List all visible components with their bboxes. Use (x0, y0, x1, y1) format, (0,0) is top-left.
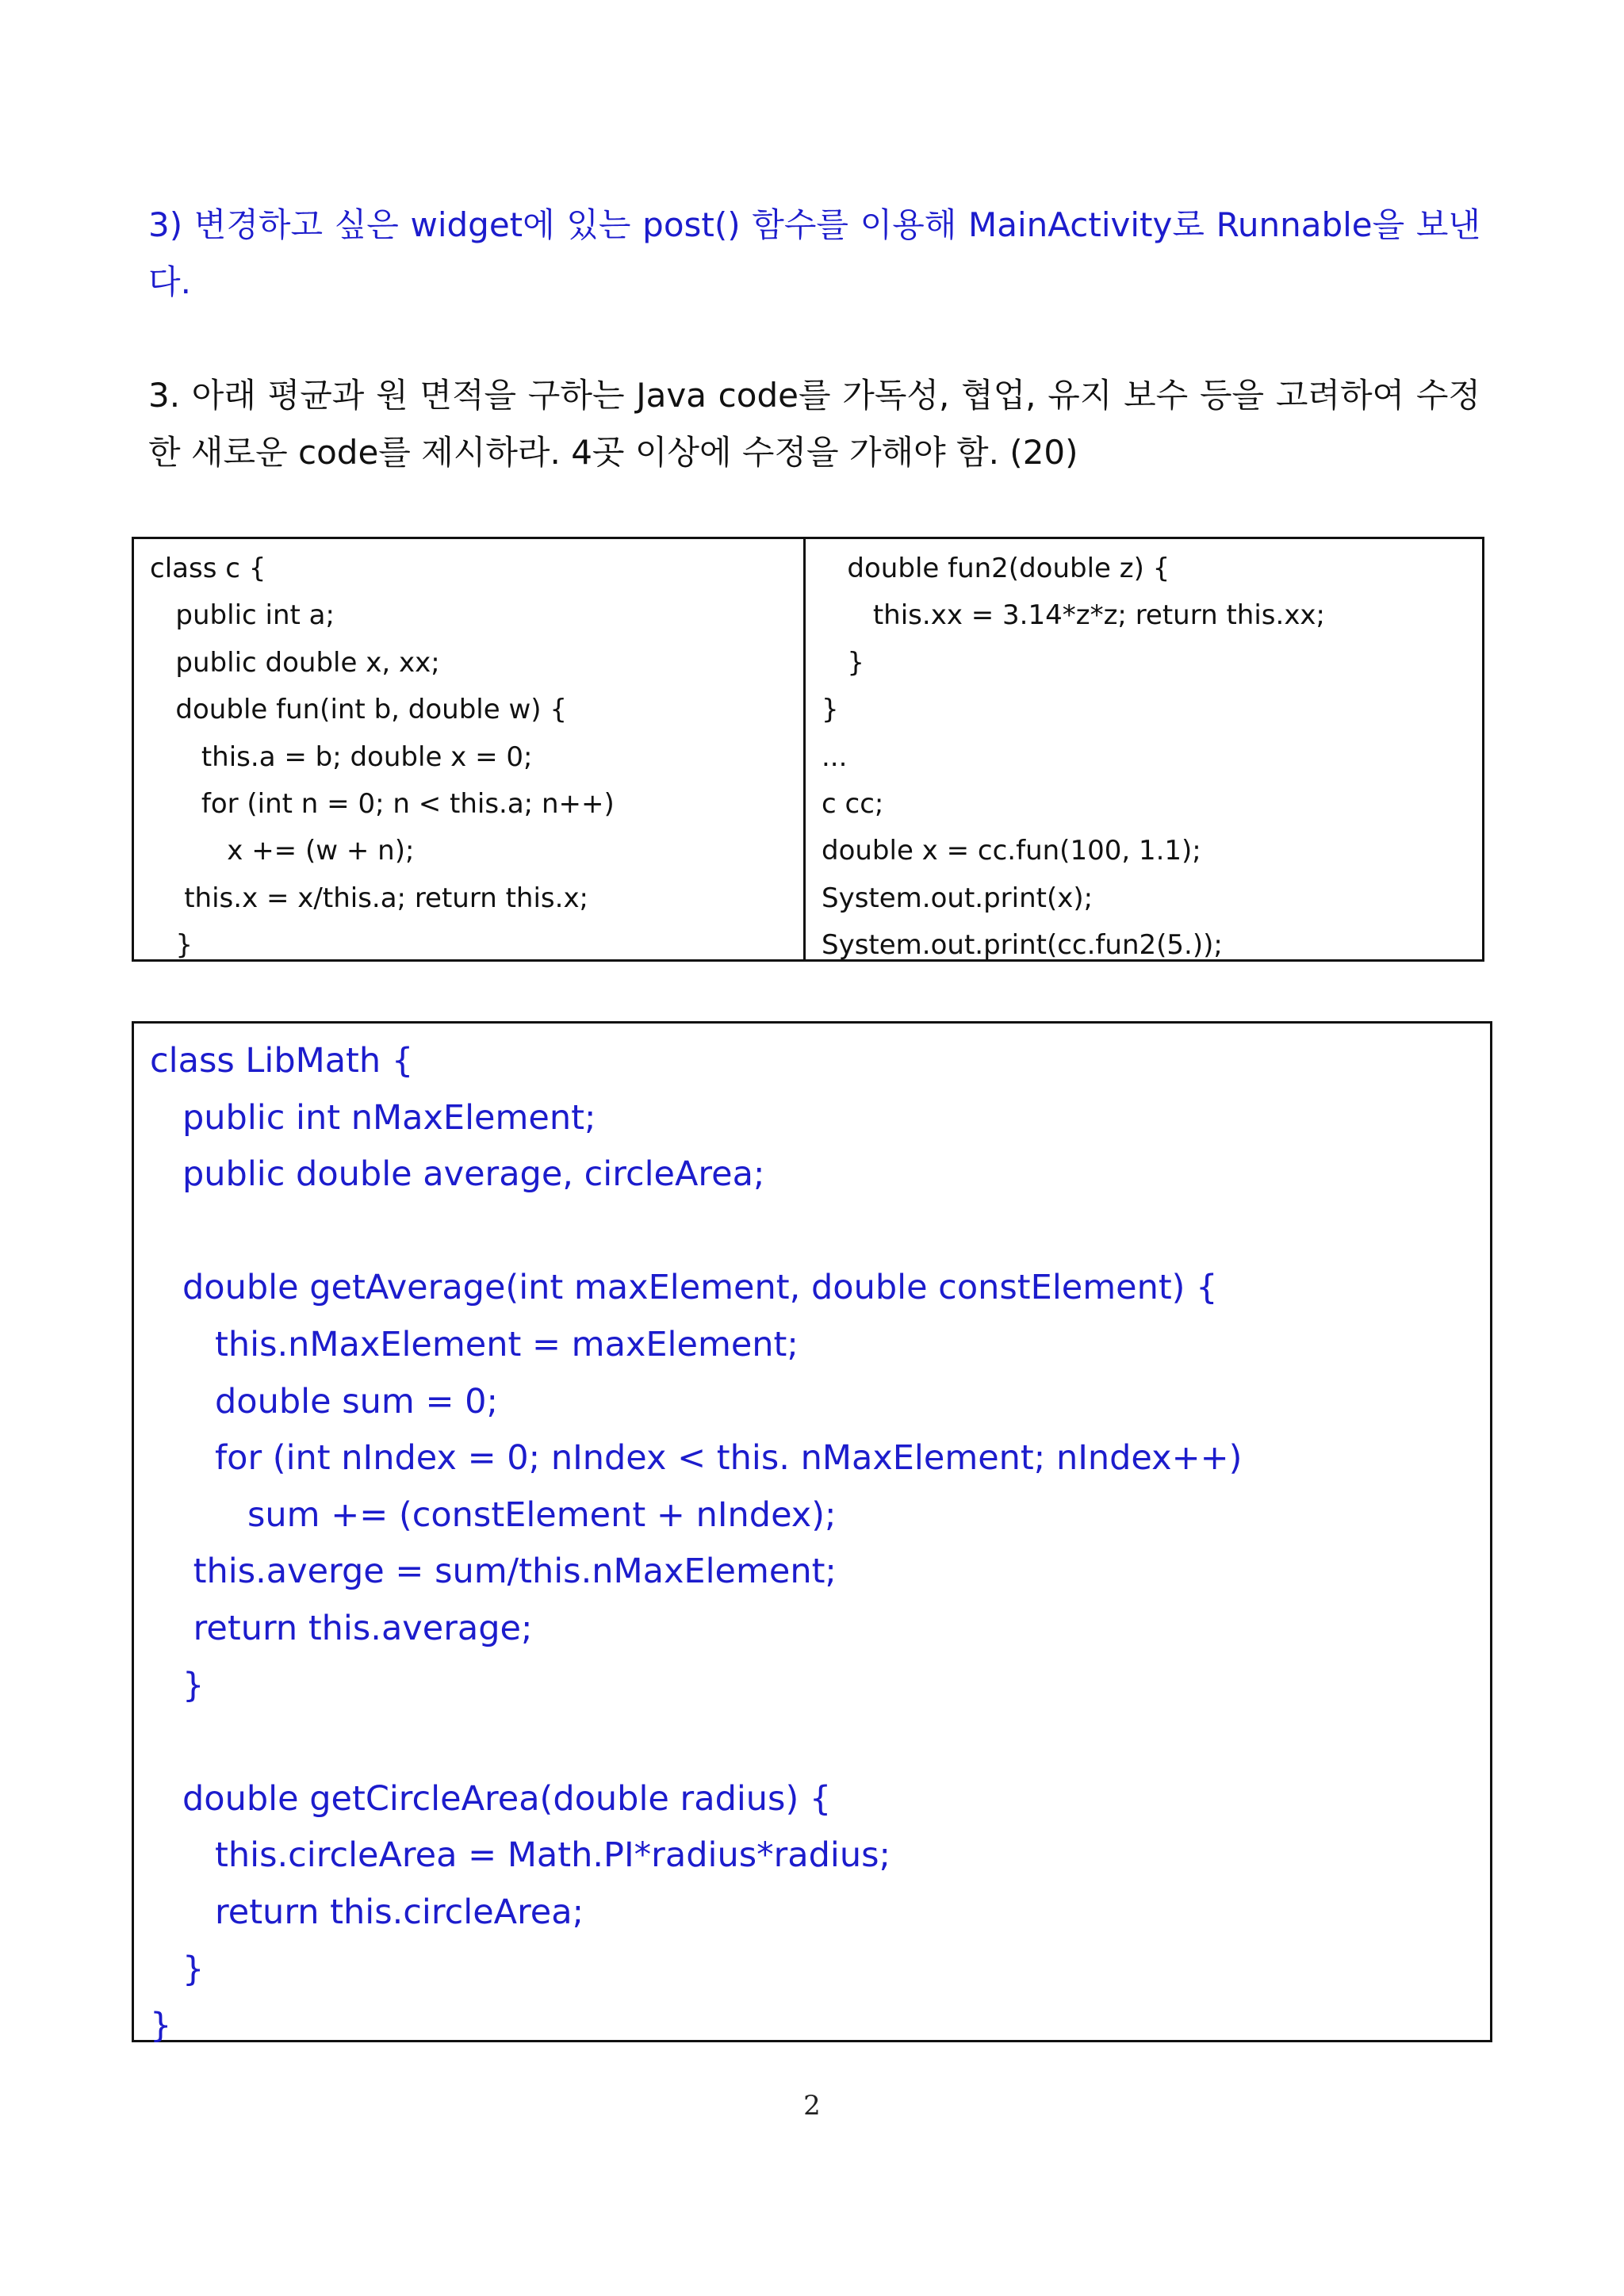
code-line: x += (w + n); (150, 835, 415, 867)
question-code-table (132, 537, 1484, 962)
code-line: class LibMath { (150, 1041, 414, 1081)
code-line: System.out.print(x); (822, 882, 1094, 914)
code-line (150, 1203, 1490, 1261)
question-code-right-column (806, 539, 1482, 962)
code-line: this.nMaxElement = maxElement; (150, 1324, 799, 1364)
code-line: double x = cc.fun(100, 1.1); (822, 835, 1201, 867)
code-line: } (822, 694, 839, 726)
code-line: public int a; (150, 599, 335, 632)
code-line: } (822, 646, 865, 679)
code-line: ... (822, 740, 848, 773)
code-line: this.xx = 3.14*z*z; return this.xx; (822, 599, 1326, 632)
code-line: } (150, 2006, 172, 2046)
code-line: public int nMaxElement; (150, 1097, 596, 1138)
code-line: this.a = b; double x = 0; (150, 740, 533, 773)
answer-code-box (132, 1021, 1492, 2046)
code-line: this.circleArea = Math.PI*radius*radius; (150, 1835, 891, 1876)
code-line: for (int nIndex = 0; nIndex < this. nMaxElement; nIndex++) (150, 1438, 1243, 1479)
code-line: return this.average; (150, 1608, 533, 1648)
code-line: public double average, circleArea; (150, 1154, 765, 1195)
code-line: for (int n = 0; n < this.a; n++) (150, 787, 615, 820)
answer-paragraph: 3) 변경하고 싶은 widget에 있는 post() 함수를 이용해 MainActivity로 Runnable을 보낸다. (148, 205, 1480, 301)
code-line: sum += (constElement + nIndex); (150, 1494, 837, 1535)
code-line: double fun(int b, double w) { (150, 694, 567, 726)
code-line: double getAverage(int maxElement, double constElement) { (150, 1268, 1218, 1308)
question-paragraph: 3. 아래 평균과 원 면적을 구하는 Java code를 가독성, 협업, 유지 보수 등을 고려하여 수정한 새로운 code를 제시하라. 4곳 이상에 수정을 가해야 함. (20) (148, 376, 1480, 472)
code-line: double fun2(double z) { (822, 553, 1170, 584)
code-line: } (150, 1949, 205, 1989)
page-number: 2 (803, 2090, 821, 2122)
code-line: } (150, 929, 193, 962)
code-line: public double x, xx; (150, 646, 440, 679)
code-line: this.x = x/this.a; return this.x; (150, 882, 589, 914)
code-line: double sum = 0; (150, 1381, 498, 1422)
code-line: return this.circleArea; (150, 1892, 584, 1932)
question-code-left-column (134, 539, 806, 962)
code-line: class c { (150, 553, 266, 584)
code-line: System.out.print(cc.fun2(5.)); (822, 929, 1223, 962)
code-line: double getCircleArea(double radius) { (150, 1778, 832, 1819)
code-line (150, 1714, 1490, 1771)
code-line: this.averge = sum/this.nMaxElement; (150, 1552, 837, 1592)
code-line: c cc; (822, 787, 884, 820)
code-line: } (150, 1665, 205, 1705)
